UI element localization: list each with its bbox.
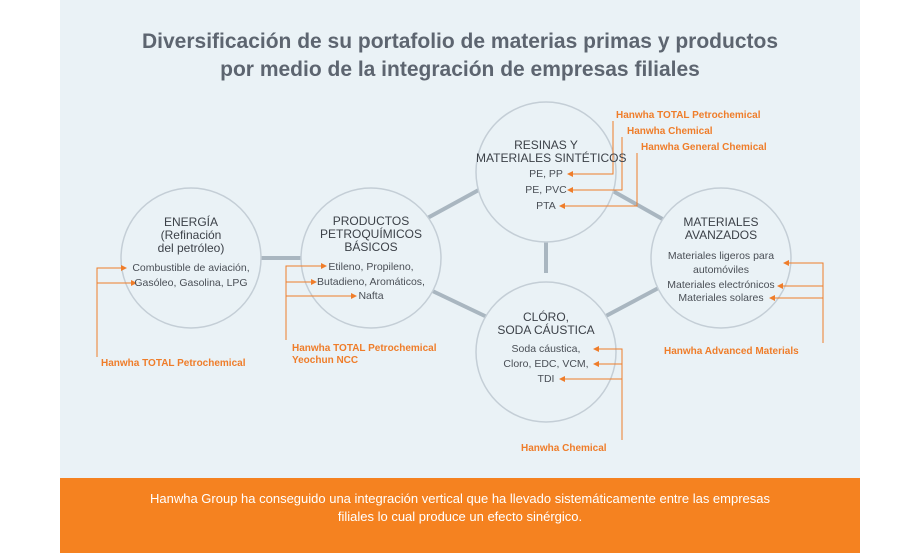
leader-energia-1 (97, 268, 126, 357)
node-resinas-item-3: PTA (536, 200, 556, 212)
page-title-line-2: por medio de la integración de empresas filiales (220, 58, 700, 81)
node-circle-petroquimicos (301, 188, 441, 328)
node-energia-title-3: del petróleo) (157, 241, 225, 255)
company-label-petro-1: Hanwha TOTAL Petrochemical (292, 343, 437, 354)
node-petro-title-3: BÁSICOS (344, 240, 398, 254)
node-energia-item-2: Gasóleo, Gasolina, LPG (134, 277, 248, 289)
company-label-resinas-3: Hanwha General Chemical (641, 142, 767, 153)
page-title-line-1: Diversificación de su portafolio de materias primas y productos (141, 30, 778, 53)
node-energia-title-2: (Refinación (160, 228, 222, 242)
node-materiales-item-1: Materiales ligeros para (667, 250, 775, 262)
node-cloro-title-2: SODA CÁUSTICA (497, 323, 595, 337)
company-label-petro-2: Yeochun NCC (292, 355, 359, 366)
node-petro-item-2: Butadieno, Aromáticos, (317, 276, 425, 288)
node-petro-item-1: Etileno, Propileno, (328, 261, 414, 273)
leader-materiales-1 (784, 263, 823, 343)
company-label-cloro: Hanwha Chemical (521, 443, 607, 454)
node-petro-item-3: Nafta (358, 290, 384, 302)
node-cloro-item-2: Cloro, EDC, VCM, (503, 358, 589, 370)
node-resinas-title-2: MATERIALES SINTÉTICOS (476, 151, 627, 165)
node-energia-title-1: ENERGÍA (163, 215, 218, 229)
node-resinas-title-1: RESINAS Y (514, 138, 578, 152)
company-label-energia: Hanwha TOTAL Petrochemical (101, 358, 246, 369)
node-energia-item-1: Combustible de aviación, (132, 262, 250, 274)
node-petro-title-2: PETROQUÍMICOS (319, 227, 422, 241)
node-materiales-item-2: automóviles (692, 264, 750, 276)
company-label-materiales: Hanwha Advanced Materials (664, 346, 799, 357)
node-petro-title-1: PRODUCTOS (332, 214, 410, 228)
node-cloro-title-1: CLÓRO, (522, 310, 569, 324)
footer-text-line-2: filiales lo cual produce un efecto sinérgico. (337, 509, 583, 524)
company-label-resinas-2: Hanwha Chemical (627, 126, 713, 137)
node-cloro-item-1: Soda cáustica, (511, 343, 581, 355)
node-materiales-title-2: AVANZADOS (684, 228, 758, 242)
node-cloro-item-3: TDI (537, 373, 555, 385)
node-circle-energia (121, 188, 261, 328)
node-resinas-item-1: PE, PP (529, 168, 563, 180)
footer-text-line-1: Hanwha Group ha conseguido una integración vertical que ha llevado sistemáticamente entre las empresas (149, 491, 771, 506)
node-resinas-item-2: PE, PVC (525, 184, 567, 196)
node-materiales-title-1: MATERIALES (683, 215, 759, 229)
node-materiales-item-3: Materiales electrónicos (667, 279, 775, 291)
node-materiales-item-4: Materiales solares (678, 292, 764, 304)
company-label-resinas-1: Hanwha TOTAL Petrochemical (616, 110, 761, 121)
